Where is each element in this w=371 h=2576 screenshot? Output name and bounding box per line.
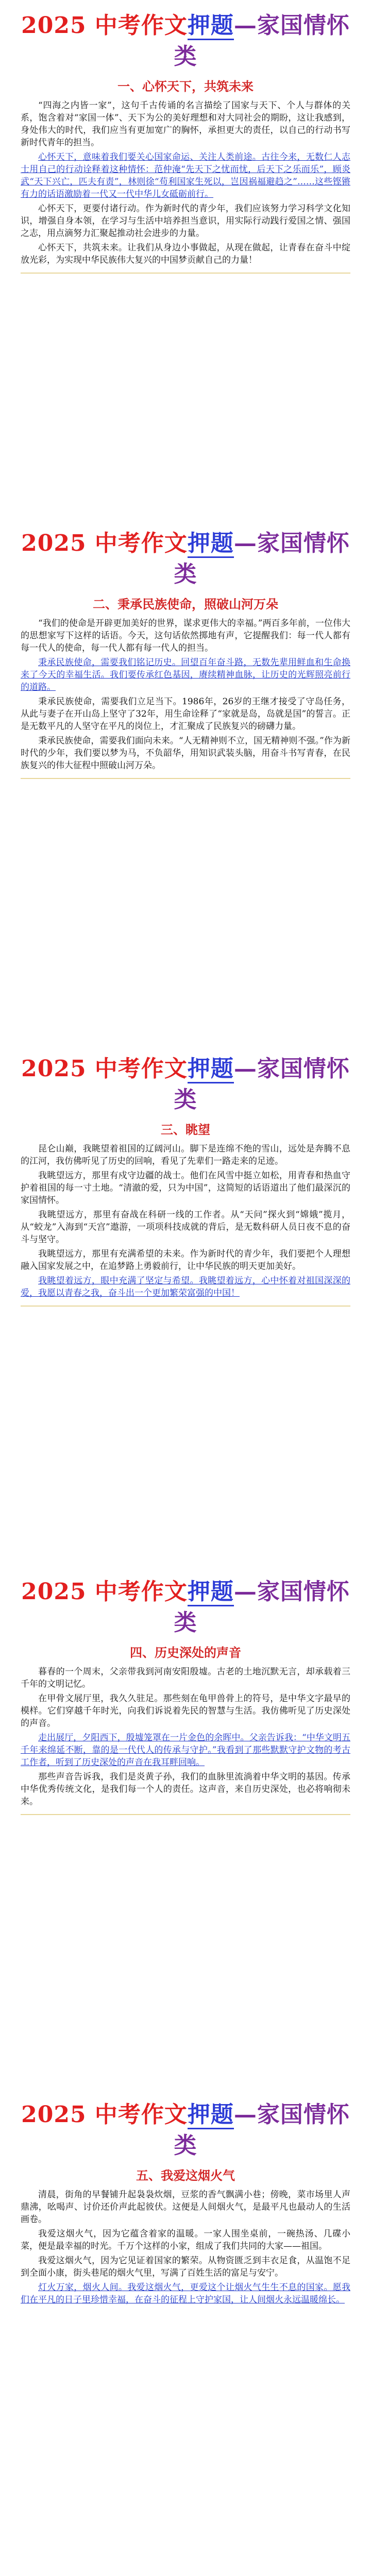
section-title: 2025 中考作文押题—家国情怀类 (21, 1579, 350, 1636)
essay-section-2 (0, 528, 371, 779)
paragraph: 在甲骨文展厅里，我久久驻足。那些刻在龟甲兽骨上的符号，是中华文字最早的模样。它们穿越千年时光，向我们诉说着先民的智慧与生活。我仿佛听见了历史深处的声音。 (21, 1693, 350, 1728)
divider (21, 273, 350, 274)
section-subtitle: 二、秉承民族使命，照破山河万朵 (93, 597, 278, 612)
section-subtitle: 三、眺望 (161, 1122, 210, 1137)
section-subtitle: 五、我爱这烟火气 (136, 2168, 235, 2183)
paragraph: 秉承民族使命，需要我们铭记历史。回望百年奋斗路，无数先辈用鲜血和生命换来了今天的幸福生活。我们要传承红色基因，赓续精神血脉，让历史的光辉照亮前行的道路。 (21, 657, 350, 692)
divider (21, 778, 350, 779)
paragraph: 我爱这烟火气，因为它蕴含着家的温暖。一家人围坐桌前，一碗热汤、几碟小菜，便是最幸福的时光。千万个这样的小家，组成了我们共同的大家——祖国。 (21, 2229, 350, 2251)
divider (21, 1814, 350, 1815)
section-title: 2025 中考作文押题—家国情怀类 (21, 12, 350, 70)
essay-section-3 (0, 1054, 371, 1307)
essay-section-5 (0, 2099, 371, 2308)
paragraph: 灯火万家，烟火人间。我爱这烟火气，更爱这个让烟火气生生不息的国家。愿我们在平凡的日子里珍惜幸福，在奋斗的征程上守护家国，让人间烟火永远温暖绵长。 (21, 2282, 350, 2305)
paragraph: 我眺望远方，那里有奋战在科研一线的工作者。从“天问”探火到“嫦娥”揽月，从“蛟龙”入海到“天宫”遨游，一项项科技成就的背后，是无数科研人员日夜不息的奋斗与坚守。 (21, 1210, 350, 1245)
paragraph: 走出展厅，夕阳西下，殷墟笼罩在一片金色的余晖中。父亲告诉我：“中华文明五千年来绵延不断，靠的是一代代人的传承与守护。”我看到了那些默默守护文物的考古工作者，听到了历史深处的声音在我耳畔回响。 (21, 1733, 350, 1768)
essay-section-1 (0, 0, 371, 274)
paragraph: “我们的使命是开辟更加美好的世界，谋求更伟大的幸福。”两百多年前，一位伟大的思想家写下这样的话语。今天，这句话依然掷地有声，它提醒我们：每一代人都有每一代人的使命，每一代人都有每一代人的担当。 (21, 618, 350, 653)
paragraph: 暮春的一个周末，父亲带我到河南安阳殷墟。古老的土地沉默无言，却承载着三千年的文明记忆。 (21, 1667, 350, 1689)
paragraph: 心怀天下，共筑未来。让我们从身边小事做起，从现在做起，让青春在奋斗中绽放光彩，为实现中华民族伟大复兴的中国梦贡献自己的力量！ (21, 243, 350, 265)
section-subtitle: 四、历史深处的声音 (130, 1645, 241, 1660)
paragraph: 清晨，街角的早餐铺升起袅袅炊烟，豆浆的香气飘满小巷；傍晚，菜市场里人声鼎沸，吆喝声、讨价还价声此起彼伏。这便是人间烟火气，是最平凡也最动人的生活画卷。 (21, 2190, 350, 2225)
paragraph: 我爱这烟火气，因为它见证着国家的繁荣。从物资匮乏到丰衣足食，从温饱不足到全面小康，街头巷尾的烟火气里，写满了百姓生活的富足与安宁。 (21, 2256, 350, 2278)
section-subtitle: 一、心怀天下，共筑未来 (117, 79, 254, 94)
paragraph: 秉承民族使命，需要我们立足当下。1986年，26岁的王继才接受了守岛任务，从此与妻子在开山岛上坚守了32年，用生命诠释了“家就是岛，岛就是国”的誓言。正是无数平凡的人坚守在平凡的岗位上，才汇聚成了民族复兴的磅礴力量。 (21, 697, 350, 732)
paragraph: “四海之内皆一家”，这句千古传诵的名言描绘了国家与天下、个人与群体的关系，饱含着对“家国一体”、天下为公的美好理想和对大同社会的期盼，这让我感到，身处伟大的时代，我们应当有更加宽广的胸怀，承担更大的责任，以自己的行动书写新时代青年的担当。 (21, 100, 350, 148)
paragraph: 秉承民族使命，需要我们面向未来。“人无精神则不立，国无精神则不强。”作为新时代的少年，我们要以梦为马，不负韶华，用知识武装头脑，用奋斗书写青春，在民族复兴的伟大征程中照破山河万朵。 (21, 736, 350, 771)
section-title: 2025 中考作文押题—家国情怀类 (21, 2102, 350, 2159)
section-title: 2025 中考作文押题—家国情怀类 (21, 1056, 350, 1113)
paragraph: 那些声音告诉我，我们是炎黄子孙，我们的血脉里流淌着中华文明的基因。传承中华优秀传统文化，是我们每一个人的责任。这声音，来自历史深处，也必将响彻未来。 (21, 1772, 350, 1807)
paragraph: 我眺望远方，那里有充满希望的未来。作为新时代的青少年，我们要把个人理想融入国家发展之中，在追梦路上勇毅前行，让中华民族的明天更加美好。 (21, 1249, 350, 1272)
paragraph: 我眺望着远方，眼中充满了坚定与希望。我眺望着远方，心中怀着对祖国深深的爱，我愿以青春之我，奋斗出一个更加繁荣富强的中国！ (21, 1276, 350, 1298)
divider (21, 1306, 350, 1307)
paragraph: 心怀天下，更要付诸行动。作为新时代的青少年，我们应该努力学习科学文化知识，增强自身本领，在学习与生活中培养担当意识，用实际行动践行爱国之情、强国之志，用点滴努力汇聚起推动社会进步的力量。 (21, 204, 350, 239)
paragraph: 昆仑山巅，我眺望着祖国的辽阔河山。脚下是连绵不绝的雪山，远处是奔腾不息的江河，我仿佛听见了历史的回响，看见了先辈们一路走来的足迹。 (21, 1144, 350, 1166)
paragraph: 心怀天下，意味着我们要关心国家命运、关注人类前途。古往今来，无数仁人志士用自己的行动诠释着这种情怀：范仲淹“先天下之忧而忧，后天下之乐而乐”，顾炎武“天下兴亡，匹夫有责”，林则徐“苟利国家生死以，岂因祸福避趋之”……这些铿锵有力的话语激励着一代又一代中华儿女砥砺前行。 (21, 152, 350, 199)
section-title: 2025 中考作文押题—家国情怀类 (21, 530, 350, 587)
paragraph: 我眺望远方，那里有戍守边疆的战士。他们在风雪中挺立如松，用青春和热血守护着祖国的每一寸土地。“清澈的爱，只为中国”，这简短的话语道出了他们最深沉的家国情怀。 (21, 1171, 350, 1206)
essay-section-4 (0, 1577, 371, 1815)
